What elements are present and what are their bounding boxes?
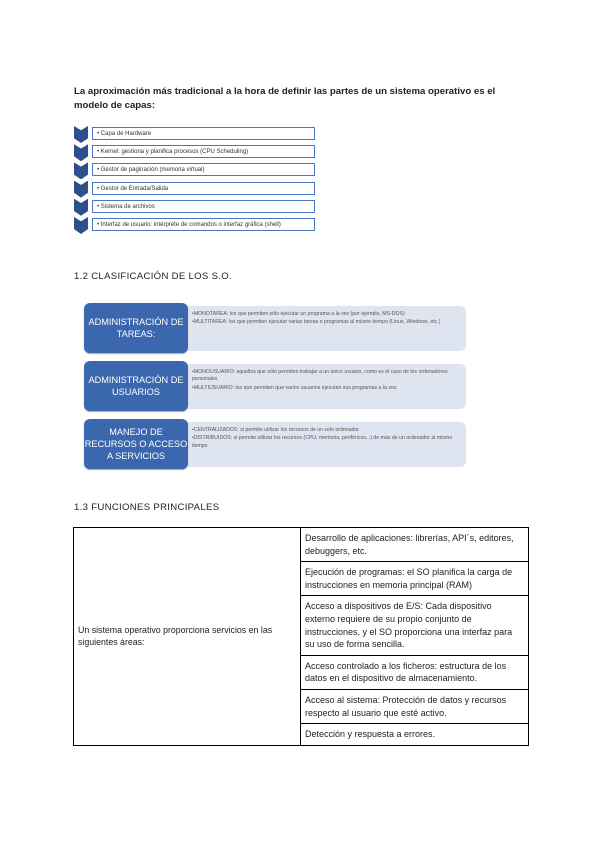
layer-label: • Kernel: gestiona y planifica procesos (CPU Scheduling) — [92, 145, 315, 158]
table-cell: Acceso al sistema: Protección de datos y recursos respecto al usuario que esté activo. — [301, 689, 529, 723]
chevron-down-icon — [74, 217, 88, 234]
classification-item: • MONOTAREA: los que permiten sólo ejecutar un programa a la vez (por ejemplo, MS-DOS) — [192, 311, 460, 318]
layers-diagram — [74, 127, 318, 236]
section-heading-funciones: 1.3 FUNCIONES PRINCIPALES — [74, 502, 220, 513]
classification-item: • DISTRIBUIDOS: si permite utilizar los recursos (CPU, memoria, periféricos...) de más de un ordenador al mismo tiempo — [192, 435, 460, 450]
table-cell: Acceso controlado a los ficheros: estructura de los datos en el dispositivo de almacenamiento. — [301, 655, 529, 689]
layer-item — [74, 127, 318, 141]
classification-row-usuarios — [84, 361, 448, 413]
chevron-down-icon — [74, 126, 88, 143]
intro-paragraph: La aproximación más tradicional a la hora de definir las partes de un sistema operativo es el modelo de capas: — [74, 86, 496, 111]
classification-item: • CENTRALIZADOS: si permite utilizar los recursos de un solo ordenador — [192, 427, 460, 434]
classification-item: • MONOUSUARIO: aquellos que sólo permiten trabajar a un único usuario, como es el caso de los ordenadores personales — [192, 369, 460, 384]
layer-item — [74, 182, 318, 196]
classification-item: • MULTIUSUARIO: los que permiten que varios usuarios ejecuten sus programas a la vez. — [192, 385, 460, 392]
table-cell: Ejecución de programas: el SO planifica la carga de instrucciones en memoria principal (RAM) — [301, 562, 529, 596]
layer-label: • Sistema de archivos — [92, 200, 315, 213]
classification-label: ADMINISTRACIÓN DE TAREAS: — [84, 303, 188, 353]
table-cell: Detección y respuesta a errores. — [301, 724, 529, 746]
layer-item — [74, 218, 318, 232]
table-row — [74, 528, 529, 562]
classification-row-recursos — [84, 419, 453, 471]
chevron-down-icon — [74, 181, 88, 198]
layer-item — [74, 163, 318, 177]
classification-item: • MULTITAREA: los que permiten ejecutar varias tareas o programas al mismo tiempo (Linux, Windows, etc.) — [192, 319, 460, 326]
classification-label: MANEJO DE RECURSOS O ACCESO A SERVICIOS — [84, 419, 188, 469]
functions-table — [73, 527, 529, 746]
chevron-down-icon — [74, 144, 88, 161]
classification-row-tareas — [84, 303, 441, 355]
layer-item — [74, 200, 318, 214]
table-cell: Desarrollo de aplicaciones: librerías, API´s, editores, debuggers, etc. — [301, 528, 529, 562]
classification-label: ADMINISTRACIÓN DE USUARIOS — [84, 361, 188, 411]
layer-label: • Gestor de Entrada/Salida — [92, 182, 315, 195]
layer-item — [74, 145, 318, 159]
section-heading-clasificacion: 1.2 CLASIFICACIÓN DE LOS S.O. — [74, 271, 232, 282]
classification-diagram — [84, 303, 453, 477]
layer-label: • Capa de Hardware — [92, 127, 315, 140]
chevron-down-icon — [74, 162, 88, 179]
layer-label: • Interfaz de usuario: intérprete de comandos o interfaz gráfica (shell) — [92, 218, 315, 231]
chevron-down-icon — [74, 199, 88, 216]
table-cell-left: Un sistema operativo proporciona servicios en las siguientes áreas: — [74, 528, 301, 746]
layer-label: • Gestor de paginación (memoria virtual) — [92, 163, 315, 176]
table-cell: Acceso a dispositivos de E/S: Cada dispositivo externo requiere de su propio conjunto de instrucciones, y el SO proporciona una interfaz para su uso de forma sencilla. — [301, 596, 529, 655]
